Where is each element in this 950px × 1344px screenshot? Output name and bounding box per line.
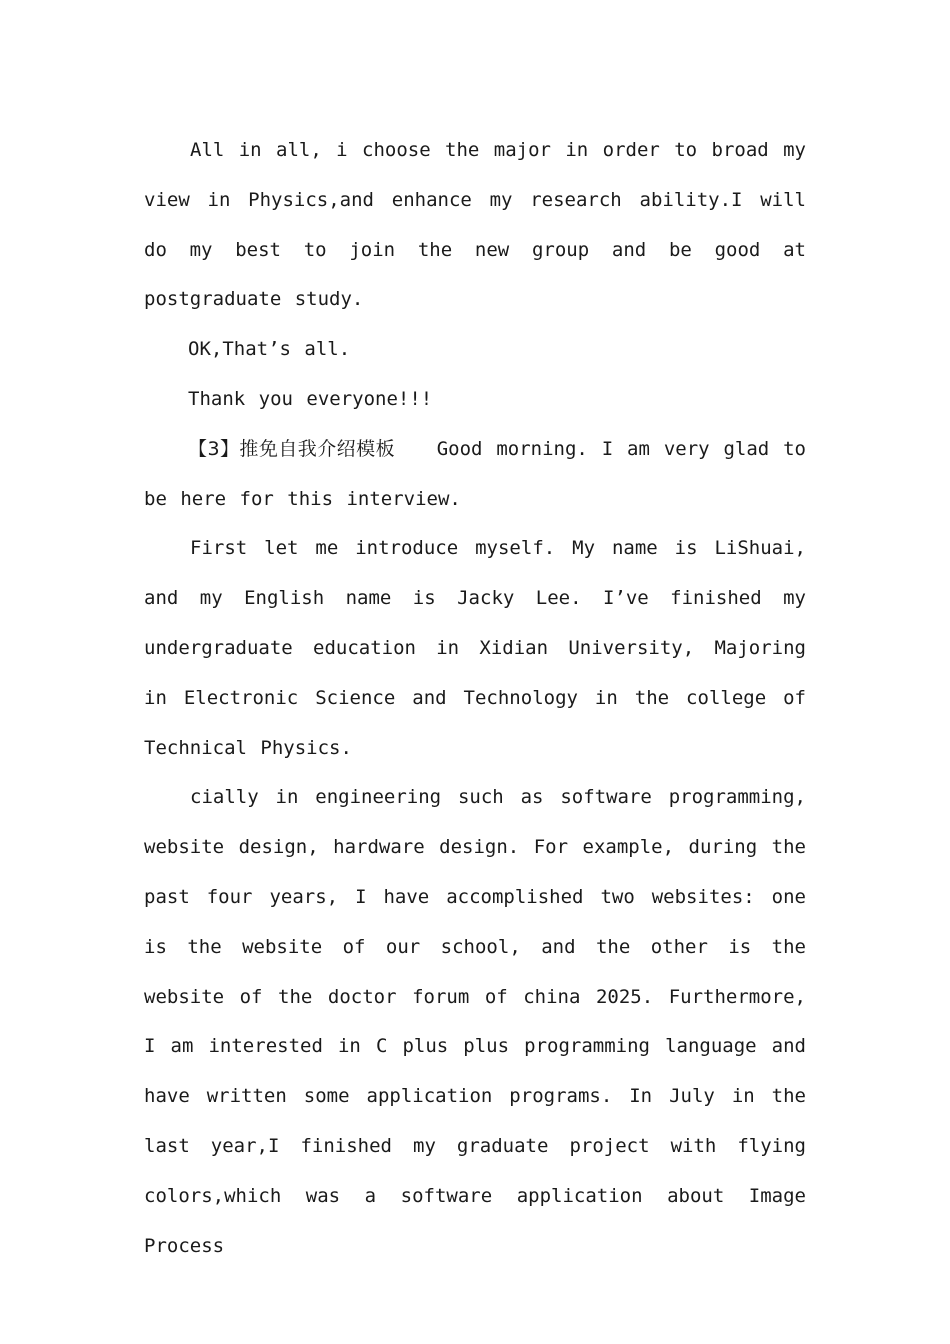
section-heading: 【3】推免自我介绍模板 xyxy=(188,437,396,460)
paragraph-closing: OK,That’s all. xyxy=(188,338,351,361)
paragraph-conclusion: All in all, i choose the major in order to broad my view in Physics,and enhance my research ability.I will do my best to join the new group and be good at postgraduate study. xyxy=(144,139,806,311)
paragraph-skills: cially in engineering such as software programming, website design, hardware design. For example, during the past four years, I have accomplished two websites: one is the website of our school, and the other is the website of the doctor forum of china 2025. Furthermore, I am interested in C plus plus programming language and have written some application programs. In July in the last year,I finished my graduate project with flying colors,which was a software application about Image Process xyxy=(144,786,806,1257)
section-intro-text: Good morning. I am very glad to be here for this interview. xyxy=(144,437,820,510)
paragraph-thanks: Thank you everyone!!! xyxy=(188,387,433,410)
paragraph-introduction: First let me introduce myself. My name is LiShuai, and my English name is Jacky Lee. I’ve finished my undergraduate education in Xidian University, Majoring in Electronic Science and Technology in the college of Technical Physics. xyxy=(144,537,806,759)
document-page xyxy=(144,126,820,1271)
paragraph-section-3 xyxy=(144,425,820,525)
